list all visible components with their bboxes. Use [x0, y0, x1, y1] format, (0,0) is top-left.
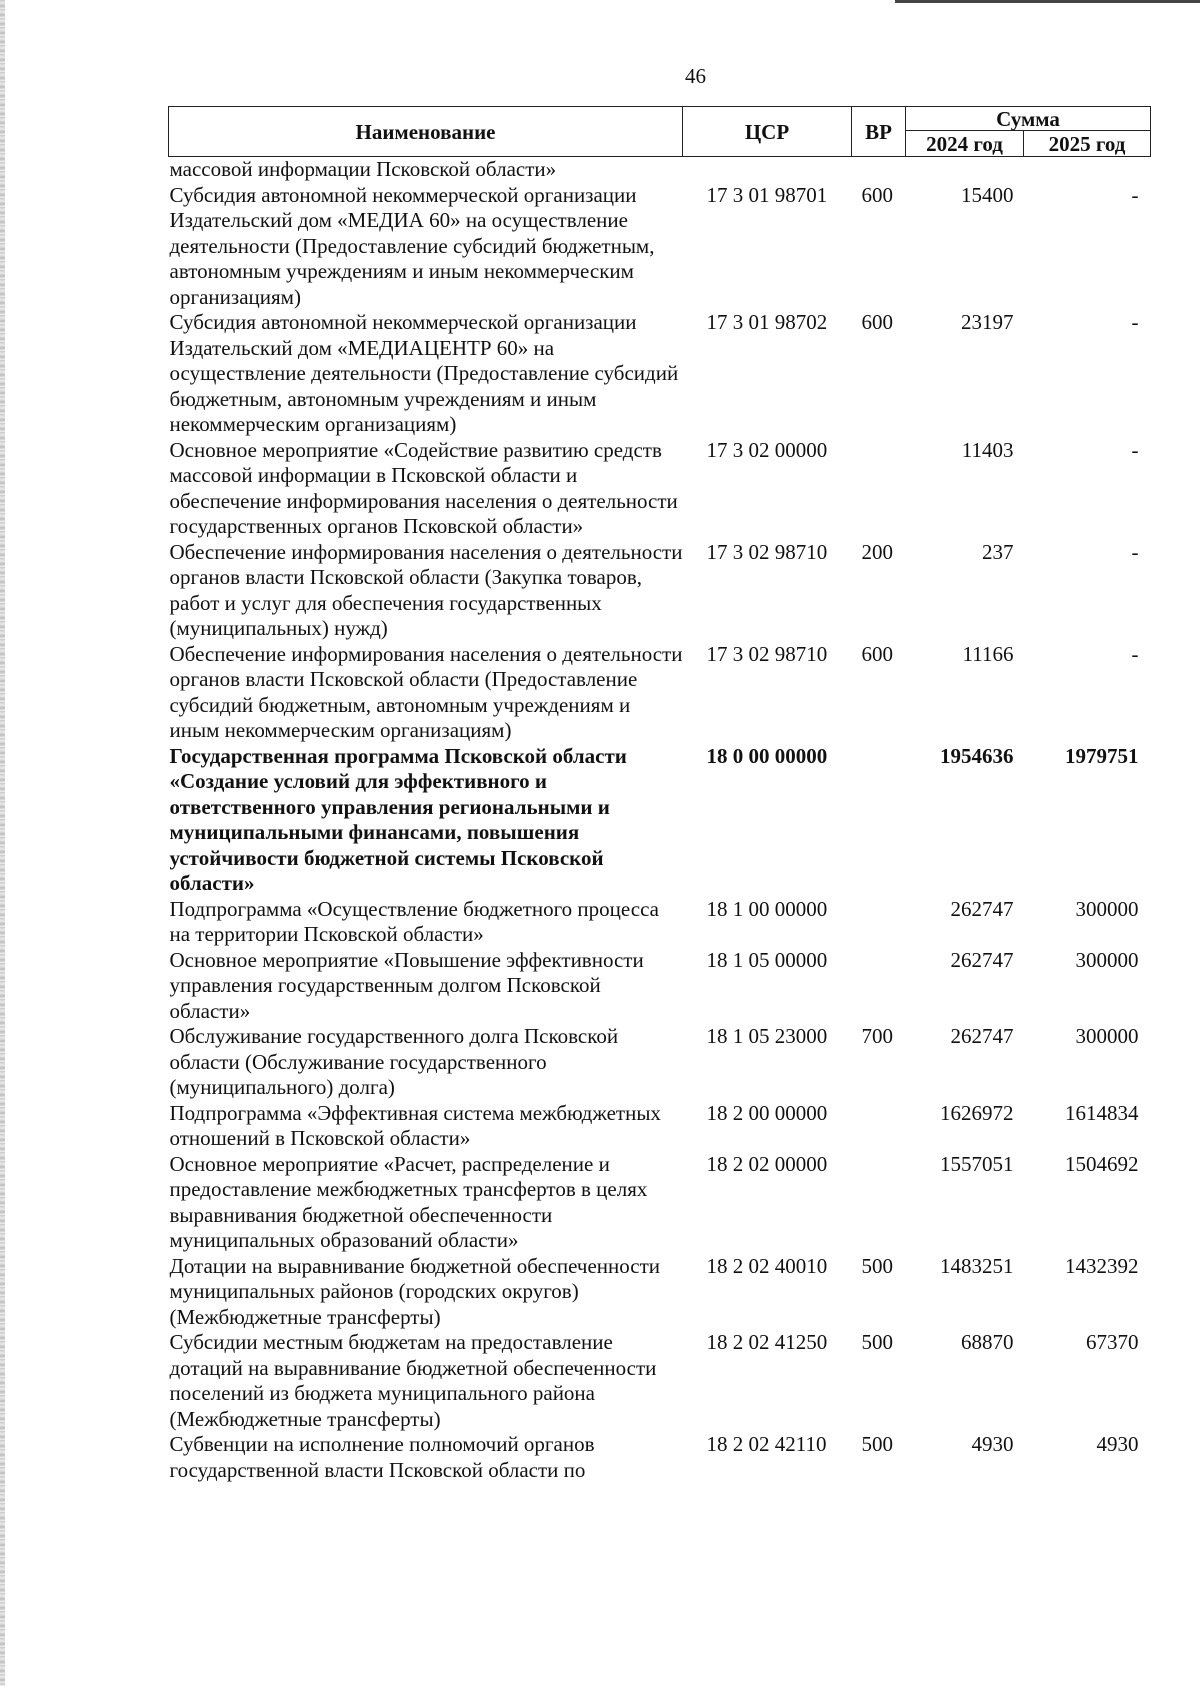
cell-csr: [683, 157, 852, 183]
cell-sum-2024: 262747: [950, 947, 1014, 972]
cell-sum-2025: -: [1131, 182, 1139, 207]
cell-csr: 18 0 00 00000: [706, 743, 828, 768]
cell-csr: 18 1 05 23000: [706, 1024, 828, 1048]
cell-vr: [852, 438, 906, 540]
cell-sum-2024: 11166: [962, 641, 1014, 666]
cell-sum-2024: 15400: [961, 182, 1014, 207]
cell-name: Подпрограмма «Эффективная система межбюджетных отношений в Псковской области»: [169, 1100, 661, 1150]
cell-csr: 17 3 01 98702: [706, 310, 828, 334]
cell-sum-2024: [906, 157, 1024, 183]
table-row: [169, 897, 1151, 948]
cell-name: Обслуживание государственного долга Псковской области (Обслуживание государственного (муниципального) долга): [169, 1024, 619, 1099]
cell-sum-2025: -: [1131, 310, 1139, 334]
cell-csr: 18 2 02 40010: [706, 1253, 828, 1278]
cell-csr: 17 3 02 00000: [706, 437, 828, 462]
table-row: [169, 1330, 1151, 1432]
cell-name: Государственная программа Псковской области «Создание условий для эффективного и ответственного управления региональными и муниципальными финансами, повышения устойчивости бюджетной системы Псковской области»: [169, 743, 627, 895]
cell-csr: 18 2 02 42110: [706, 1432, 827, 1456]
cell-vr: [852, 744, 906, 897]
cell-csr: 18 2 02 00000: [706, 1151, 828, 1176]
cell-sum-2025: -: [1131, 437, 1139, 462]
cell-vr: 600: [861, 310, 893, 334]
header-year-2025: 2025 год: [1024, 131, 1151, 157]
budget-table-container: [168, 106, 1150, 1483]
cell-name: Основное мероприятие «Повышение эффективности управления государственным долгом Псковской области»: [169, 947, 644, 1023]
cell-name: Субвенции на исполнение полномочий органов государственной власти Псковской области по: [169, 1432, 595, 1482]
cell-vr: [852, 157, 906, 183]
cell-sum-2025: [1024, 157, 1151, 183]
cell-vr: [852, 948, 906, 1025]
table-body: [169, 157, 1151, 1484]
cell-name: Дотации на выравнивание бюджетной обеспеченности муниципальных районов (городских округов) (Межбюджетные трансферты): [169, 1253, 660, 1329]
cell-csr: 17 3 01 98701: [706, 182, 828, 207]
table-row: [169, 157, 1151, 183]
table-header: [169, 107, 1151, 157]
cell-sum-2024: 11403: [961, 437, 1014, 462]
cell-sum-2024: 1483251: [940, 1253, 1014, 1278]
cell-sum-2025: 1504692: [1065, 1151, 1139, 1176]
cell-vr: 500: [861, 1253, 893, 1278]
cell-vr: 500: [861, 1330, 893, 1354]
table-row: [169, 744, 1151, 897]
cell-sum-2025: 300000: [1075, 1024, 1139, 1048]
cell-sum-2025: 1432392: [1065, 1253, 1139, 1278]
cell-sum-2025: 4930: [1096, 1432, 1139, 1456]
cell-sum-2024: 1557051: [940, 1151, 1014, 1176]
table-row: [169, 1432, 1151, 1483]
cell-csr: 18 1 05 00000: [706, 947, 828, 972]
cell-sum-2025: 67370: [1086, 1330, 1139, 1354]
header-vr: ВР: [852, 107, 906, 157]
cell-sum-2024: 23197: [961, 310, 1014, 334]
cell-sum-2024: 262747: [950, 1024, 1014, 1048]
cell-name: Основное мероприятие «Содействие развитию средств массовой информации в Псковской области и обеспечение информирования населения о деятельности государственных органов Псковской области»: [169, 437, 678, 538]
cell-vr: [852, 1101, 906, 1152]
cell-name: Обеспечение информирования населения о деятельности органов власти Псковской области (Закупка товаров, работ и услуг для обеспечения государственных (муниципальных) нужд): [169, 539, 683, 640]
scan-edge: [0, 0, 5, 1686]
table-row: [169, 540, 1151, 642]
table-row: [169, 642, 1151, 744]
cell-name: Субсидия автономной некоммерческой организации Издательский дом «МЕДИАЦЕНТР 60» на осуществление деятельности (Предоставление субсидий бюджетным, автономным учреждениям и иным некоммерческим организациям): [169, 310, 679, 436]
cell-name: Обеспечение информирования населения о деятельности органов власти Псковской области (Предоставление субсидий бюджетным, автономным учреждениям и иным некоммерческим организациям): [169, 641, 683, 742]
table-row: [169, 310, 1151, 438]
cell-name: Подпрограмма «Осуществление бюджетного процесса на территории Псковской области»: [169, 896, 659, 946]
cell-vr: 600: [861, 641, 893, 666]
cell-csr: 17 3 02 98710: [706, 641, 828, 666]
cell-name: Основное мероприятие «Расчет, распределение и предоставление межбюджетных трансфертов в целях выравнивания бюджетной обеспеченности муниципальных образований области»: [169, 1151, 648, 1252]
cell-sum-2025: -: [1131, 539, 1139, 564]
cell-sum-2024: 237: [982, 539, 1014, 564]
cell-csr: 18 2 02 41250: [706, 1330, 828, 1354]
header-year-2024: 2024 год: [906, 131, 1024, 157]
cell-sum-2024: 262747: [950, 896, 1014, 921]
cell-sum-2025: 1979751: [1065, 743, 1139, 768]
cell-name: Субсидия автономной некоммерческой организации Издательский дом «МЕДИА 60» на осуществление деятельности (Предоставление субсидий бюджетным, автономным учреждениям и иным некоммерческим организациям): [169, 182, 655, 309]
budget-table: [168, 106, 1151, 1483]
page-number: 46: [685, 64, 706, 88]
cell-vr: 200: [861, 539, 893, 564]
header-sum: Сумма: [906, 107, 1151, 131]
cell-name: Субсидии местным бюджетам на предоставление дотаций на выравнивание бюджетной обеспеченности поселений из бюджета муниципального района (Межбюджетные трансферты): [169, 1330, 657, 1431]
table-row: [169, 1152, 1151, 1254]
cell-vr: [852, 897, 906, 948]
cell-vr: 700: [861, 1024, 893, 1048]
cell-sum-2024: 1954636: [940, 743, 1014, 768]
cell-sum-2025: 300000: [1075, 896, 1139, 921]
table-row: [169, 948, 1151, 1025]
cell-sum-2025: 1614834: [1065, 1100, 1139, 1125]
cell-sum-2025: 300000: [1075, 947, 1139, 972]
cell-sum-2024: 68870: [961, 1330, 1014, 1354]
cell-sum-2025: -: [1131, 641, 1139, 666]
table-row: [169, 183, 1151, 311]
cell-vr: 600: [861, 182, 893, 207]
header-csr: ЦСР: [683, 107, 852, 157]
table-row: [169, 438, 1151, 540]
cell-name: массовой информации Псковской области»: [169, 157, 557, 181]
cell-sum-2024: 1626972: [940, 1100, 1014, 1125]
table-row: [169, 1024, 1151, 1101]
cell-csr: 17 3 02 98710: [706, 539, 828, 564]
cell-csr: 18 2 00 00000: [706, 1100, 828, 1125]
cell-vr: 500: [861, 1432, 893, 1456]
table-row: [169, 1101, 1151, 1152]
cell-sum-2024: 4930: [971, 1432, 1014, 1456]
scan-top-line: [895, 0, 1200, 3]
header-name: Наименование: [169, 107, 683, 157]
cell-vr: [852, 1152, 906, 1254]
table-row: [169, 1254, 1151, 1331]
cell-csr: 18 1 00 00000: [706, 896, 828, 921]
